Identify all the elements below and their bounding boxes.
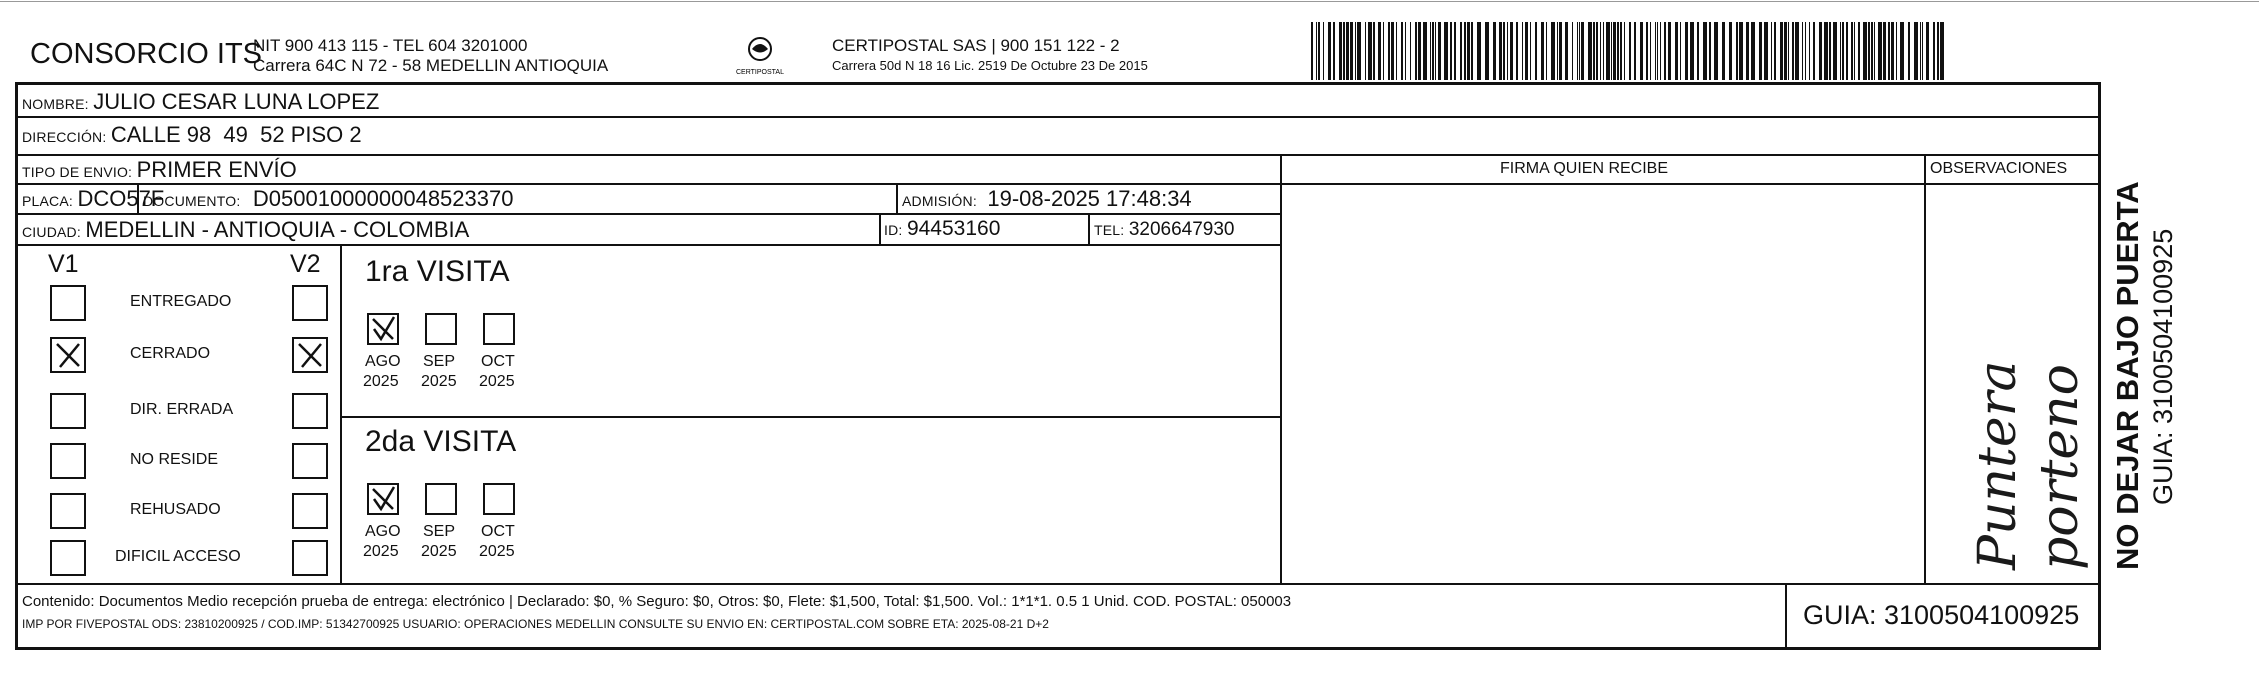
barcode-bar	[1809, 22, 1810, 80]
barcode-bar	[1401, 22, 1403, 80]
row-line	[15, 154, 2101, 156]
barcode-bar	[1541, 22, 1544, 80]
barcode-bar	[1522, 22, 1523, 80]
year-label: 2025	[421, 543, 457, 560]
barcode-bar	[1771, 22, 1772, 80]
v2-checkbox[interactable]	[292, 540, 328, 576]
barcode-bar	[1485, 22, 1489, 80]
barcode-bar	[1819, 22, 1822, 80]
barcode-bar	[1829, 22, 1831, 80]
nombre-label: NOMBRE:	[22, 96, 89, 112]
tipo-field	[22, 157, 297, 183]
barcode-bar	[1759, 22, 1762, 80]
col-line	[896, 183, 898, 213]
v2-checkbox[interactable]	[292, 285, 328, 321]
barcode-bar	[1640, 22, 1643, 80]
id-value: 94453160	[906, 217, 1001, 240]
barcode-bar	[1697, 22, 1699, 80]
row-line	[1924, 183, 2101, 185]
barcode-bar	[1600, 22, 1601, 80]
barcode-bar	[1629, 22, 1631, 80]
barcode-bar	[1920, 22, 1921, 80]
barcode-bar	[1499, 22, 1502, 80]
year-label: 2025	[363, 373, 399, 390]
v1-checkbox[interactable]	[50, 493, 86, 529]
month-checkbox[interactable]	[367, 313, 399, 345]
barcode-bar	[1805, 22, 1806, 80]
barcode-bar	[1883, 22, 1886, 80]
barcode-bar	[1774, 22, 1776, 80]
month-label: AGO	[365, 353, 401, 370]
barcode-bar	[1525, 22, 1528, 80]
footer-guia: GUIA: 3100504100925	[1803, 600, 2080, 630]
status-label: NO RESIDE	[130, 451, 219, 468]
status-label: ENTREGADO	[130, 293, 232, 310]
direccion-label: DIRECCIÓN:	[22, 129, 107, 145]
second-visit-title: 2da VISITA	[365, 425, 517, 458]
barcode-bar	[1581, 22, 1584, 80]
barcode-bar	[1357, 22, 1361, 80]
status-label: REHUSADO	[130, 501, 221, 518]
col-line	[1785, 583, 1787, 650]
year-label: 2025	[479, 543, 515, 560]
barcode-bar	[1657, 22, 1658, 80]
top-edge	[0, 1, 2259, 2]
barcode-bar	[1418, 22, 1421, 80]
month-checkbox[interactable]	[367, 483, 399, 515]
barcode-bar	[1908, 22, 1910, 80]
barcode-bar	[1430, 22, 1431, 80]
logo-text: CERTIPOSTAL	[736, 69, 784, 76]
barcode-bar	[1685, 22, 1688, 80]
barcode-bar	[1858, 22, 1860, 80]
barcode-bar	[1557, 22, 1558, 80]
year-label: 2025	[479, 373, 515, 390]
certipostal-name: CERTIPOSTAL SAS | 900 151 122 - 2	[832, 36, 1120, 55]
barcode-bar	[1736, 22, 1738, 80]
barcode-bar	[1318, 22, 1320, 80]
col-line	[340, 244, 342, 583]
v1-checkbox[interactable]	[50, 443, 86, 479]
v1-checkbox[interactable]	[50, 337, 86, 373]
barcode-bar	[1617, 22, 1619, 80]
barcode-bar	[1355, 22, 1356, 80]
barcode-bar	[1660, 22, 1661, 80]
barcode-bar	[1871, 22, 1873, 80]
placa-label: PLACA:	[22, 193, 73, 209]
v2-checkbox[interactable]	[292, 493, 328, 529]
first-visit-title: 1ra VISITA	[365, 255, 510, 288]
row-line	[15, 583, 2101, 585]
documento-field	[143, 186, 513, 212]
barcode-bar	[1646, 22, 1648, 80]
barcode-bar	[1792, 22, 1794, 80]
row-line	[15, 213, 1280, 215]
barcode-bar	[1709, 22, 1711, 80]
barcode-bar	[1311, 22, 1313, 80]
barcode-bar	[1546, 22, 1547, 80]
barcode-bar	[1467, 22, 1470, 80]
tel-label: TEL:	[1094, 222, 1125, 238]
nombre-field	[22, 89, 379, 115]
barcode-bar	[1577, 22, 1578, 80]
status-label: CERRADO	[130, 345, 211, 362]
direccion-value: CALLE 98 49 52 PISO 2	[110, 122, 362, 147]
barcode-bar	[1464, 22, 1466, 80]
barcode-bar	[1714, 22, 1718, 80]
barcode-bar	[1650, 22, 1651, 80]
month-checkbox[interactable]	[425, 313, 457, 345]
firma-header: FIRMA QUIEN RECIBE	[1500, 160, 1669, 177]
month-checkbox[interactable]	[483, 483, 515, 515]
barcode-bar	[1603, 22, 1604, 80]
month-label: SEP	[423, 523, 456, 540]
barcode-bar	[1690, 22, 1694, 80]
month-checkbox[interactable]	[425, 483, 457, 515]
barcode-bar	[1343, 22, 1345, 80]
footer-imp: IMP POR FIVEPOSTAL ODS: 23810200925 / COD.IMP: 51342700925 USUARIO: OPERACIONES MEDELLIN CONSULTE SU ENVIO EN: CERTIPOSTAL.COM SOBRE ETA: 2025-08-21 D+2	[22, 617, 1049, 631]
barcode-bar	[1764, 22, 1768, 80]
barcode-bar	[1784, 22, 1787, 80]
col-line	[1280, 154, 1282, 583]
barcode-bar	[1933, 22, 1935, 80]
barcode-bar	[1722, 22, 1725, 80]
v1-label: V1	[48, 250, 79, 278]
barcode-bar	[1878, 22, 1882, 80]
barcode-bar	[1323, 22, 1324, 80]
v1-checkbox[interactable]	[50, 540, 86, 576]
month-label: OCT	[481, 523, 515, 540]
barcode-bar	[1328, 22, 1331, 80]
barcode-bar	[1333, 22, 1335, 80]
barcode-bar	[1339, 22, 1342, 80]
nombre-value: JULIO CESAR LUNA LOPEZ	[93, 89, 380, 114]
barcode-bar	[1937, 22, 1939, 80]
certipostal-address: Carrera 50d N 18 16 Lic. 2519 De Octubre 23 De 2015	[832, 58, 1148, 73]
barcode-bar	[1824, 22, 1828, 80]
barcode-bar	[1868, 22, 1870, 80]
barcode-bar	[1432, 22, 1434, 80]
row-line	[15, 183, 2101, 185]
barcode-bar	[1516, 22, 1518, 80]
v2-label: V2	[290, 250, 321, 278]
barcode-bar	[1423, 22, 1427, 80]
month-label: AGO	[365, 523, 401, 540]
barcode-bar	[1888, 22, 1890, 80]
barcode-bar	[1530, 22, 1531, 80]
barcode-bar	[1854, 22, 1855, 80]
month-label: OCT	[481, 353, 515, 370]
barcode-bar	[1703, 22, 1707, 80]
barcode-bar	[1833, 22, 1837, 80]
barcode-bar	[1471, 22, 1473, 80]
barcode-bar	[1444, 22, 1448, 80]
month-label: SEP	[423, 353, 456, 370]
ciudad-label: CIUDAD:	[22, 224, 81, 240]
ciudad-value: MEDELLIN - ANTIOQUIA - COLOMBIA	[85, 217, 470, 242]
barcode-bar	[1680, 22, 1681, 80]
status-label: DIR. ERRADA	[130, 401, 234, 418]
barcode-bar	[1396, 22, 1397, 80]
col-line	[1924, 154, 1926, 583]
barcode-bar	[1383, 22, 1384, 80]
documento-label: DOCUMENTO:	[143, 193, 241, 209]
barcode-bar	[1675, 22, 1678, 80]
barcode-bar	[1579, 22, 1580, 80]
barcode-bar	[1900, 22, 1904, 80]
admision-value: 19-08-2025 17:48:34	[987, 186, 1192, 211]
barcode-bar	[1611, 22, 1612, 80]
barcode	[1311, 22, 1951, 82]
col-line	[1088, 213, 1090, 244]
observaciones-header: OBSERVACIONES	[1930, 160, 2068, 177]
barcode-bar	[1503, 22, 1505, 80]
barcode-bar	[1346, 22, 1349, 80]
barcode-bar	[1606, 22, 1610, 80]
barcode-bar	[1410, 22, 1411, 80]
row-line	[340, 416, 1280, 418]
barcode-bar	[1373, 22, 1375, 80]
footer-contenido: Contenido: Documentos Medio recepción prueba de entrega: electrónico | Declarado: $0, % Seguro: $0, Otros: $0, Flete: $1,500, Total: $1,500. Vol.: 1*1*1. 0.5 1 Unid. COD. POSTAL: 050003	[22, 593, 1292, 610]
tel-field	[1094, 219, 1235, 241]
barcode-bar	[1368, 22, 1372, 80]
status-label: DIFICIL ACCESO	[115, 548, 241, 565]
company-name: CONSORCIO ITS	[30, 38, 263, 70]
v1-checkbox[interactable]	[50, 393, 86, 429]
year-label: 2025	[363, 543, 399, 560]
barcode-bar	[1788, 22, 1789, 80]
barcode-bar	[1477, 22, 1481, 80]
year-label: 2025	[421, 373, 457, 390]
barcode-bar	[1940, 22, 1944, 80]
col-line	[879, 213, 881, 244]
barcode-bar	[1746, 22, 1749, 80]
barcode-bar	[1613, 22, 1616, 80]
barcode-bar	[1588, 22, 1592, 80]
barcode-bar	[1391, 22, 1394, 80]
ciudad-field	[22, 217, 469, 243]
barcode-bar	[1780, 22, 1783, 80]
company-nit: NIT 900 413 115 - TEL 604 3201000	[253, 36, 528, 55]
barcode-bar	[1438, 22, 1441, 80]
barcode-bar	[1450, 22, 1452, 80]
barcode-bar	[1551, 22, 1555, 80]
barcode-bar	[1510, 22, 1513, 80]
side-warning: NO DEJAR BAJO PUERTA	[2110, 181, 2145, 570]
barcode-bar	[1316, 22, 1317, 80]
barcode-bar	[1535, 22, 1537, 80]
id-label: ID:	[884, 222, 903, 238]
barcode-bar	[1668, 22, 1671, 80]
barcode-bar	[1620, 22, 1622, 80]
placa-value: DCO57F	[77, 186, 165, 211]
barcode-bar	[1655, 22, 1656, 80]
tel-value: 3206647930	[1128, 219, 1235, 240]
barcode-bar	[1507, 22, 1508, 80]
v2-checkbox[interactable]	[292, 443, 328, 479]
barcode-bar	[1863, 22, 1867, 80]
barcode-bar	[1840, 22, 1841, 80]
v2-checkbox[interactable]	[292, 393, 328, 429]
side-guia: GUIA: 3100504100925	[2148, 228, 2178, 505]
documento-value: D05001000000048523370	[252, 186, 514, 211]
barcode-bar	[1559, 22, 1562, 80]
v2-checkbox[interactable]	[292, 337, 328, 373]
barcode-bar	[1739, 22, 1743, 80]
barcode-bar	[1846, 22, 1848, 80]
admision-label: ADMISIÓN:	[902, 193, 977, 209]
tipo-value: PRIMER ENVÍO	[136, 157, 297, 182]
handwriting-line-2: porteno	[2030, 364, 2090, 570]
direccion-field	[22, 122, 362, 148]
barcode-bar	[1415, 22, 1417, 80]
barcode-bar	[1914, 22, 1918, 80]
barcode-bar	[1365, 22, 1366, 80]
barcode-bar	[1751, 22, 1755, 80]
month-checkbox[interactable]	[483, 313, 515, 345]
barcode-bar	[1388, 22, 1390, 80]
barcode-bar	[1896, 22, 1897, 80]
barcode-bar	[1851, 22, 1853, 80]
barcode-bar	[1350, 22, 1353, 80]
certipostal-logo	[730, 34, 790, 80]
handwriting-line-1: Puntera	[1968, 360, 2028, 570]
id-field	[884, 217, 1000, 241]
barcode-bar	[1926, 22, 1929, 80]
barcode-bar	[1891, 22, 1894, 80]
barcode-bar	[1922, 22, 1923, 80]
tipo-label: TIPO DE ENVIO:	[22, 164, 133, 180]
barcode-bar	[1460, 22, 1462, 80]
barcode-bar	[1493, 22, 1496, 80]
company-address: Carrera 64C N 72 - 58 MEDELLIN ANTIOQUIA	[253, 56, 609, 75]
barcode-bar	[1634, 22, 1636, 80]
barcode-bar	[1802, 22, 1803, 80]
row-line	[15, 244, 1280, 246]
barcode-bar	[1435, 22, 1436, 80]
barcode-bar	[1378, 22, 1381, 80]
barcode-bar	[1664, 22, 1666, 80]
barcode-bar	[1572, 22, 1573, 80]
admision-field	[902, 186, 1192, 212]
barcode-bar	[1454, 22, 1456, 80]
barcode-bar	[1593, 22, 1595, 80]
v1-checkbox[interactable]	[50, 285, 86, 321]
barcode-bar	[1874, 22, 1875, 80]
barcode-bar	[1813, 22, 1815, 80]
barcode-bar	[1565, 22, 1568, 80]
barcode-bar	[1624, 22, 1625, 80]
row-line	[15, 116, 2101, 118]
barcode-bar	[1596, 22, 1598, 80]
barcode-bar	[1795, 22, 1799, 80]
barcode-bar	[1729, 22, 1732, 80]
barcode-bar	[1842, 22, 1844, 80]
barcode-bar	[1405, 22, 1406, 80]
